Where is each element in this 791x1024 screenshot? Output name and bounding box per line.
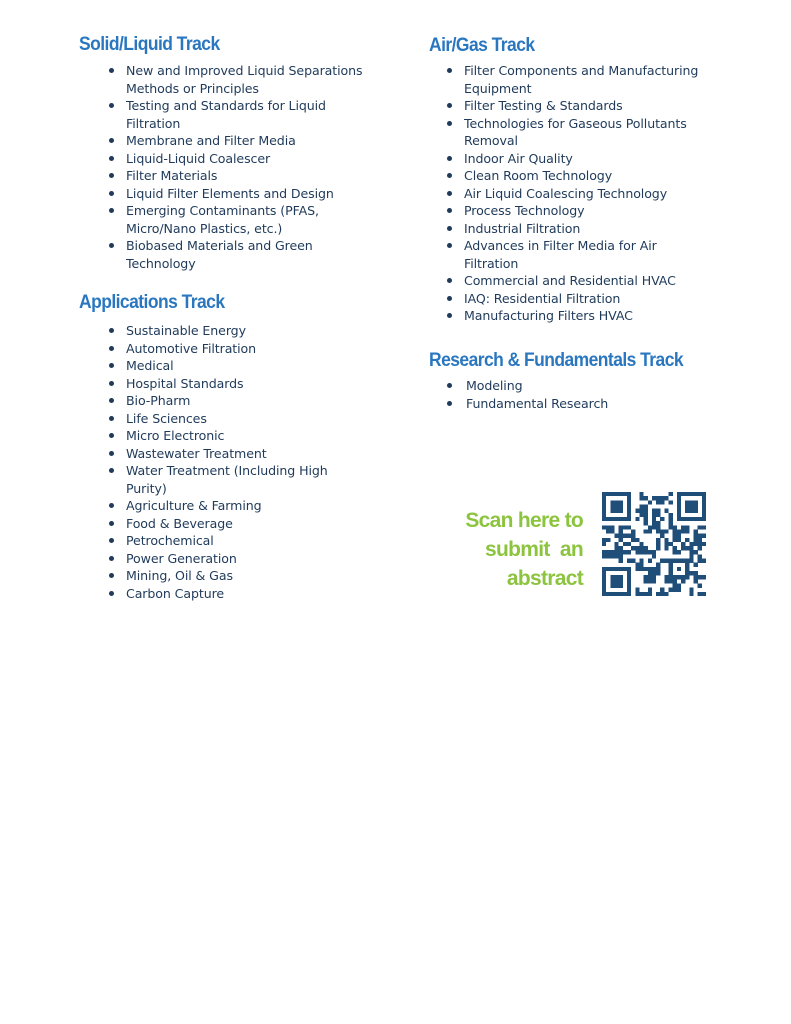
list-item: Automotive Filtration: [126, 340, 366, 358]
list-item: Filter Materials: [126, 167, 366, 185]
list-item: New and Improved Liquid Separations Methods or Principles: [126, 62, 366, 97]
list-item: Carbon Capture: [126, 585, 366, 603]
list-item: IAQ: Residential Filtration: [464, 290, 714, 308]
air-gas-track-section: [429, 35, 699, 323]
list-item: Industrial Filtration: [464, 220, 714, 238]
applications-track-section: [79, 292, 328, 601]
list-item: Modeling: [466, 377, 716, 395]
list-item: Technologies for Gaseous Pollutants Removal: [464, 115, 714, 150]
list-item: Clean Room Technology: [464, 167, 714, 185]
list-item: Air Liquid Coalescing Technology: [464, 185, 714, 203]
list-item: Manufacturing Filters HVAC: [464, 307, 714, 325]
applications-track-title: Applications Track: [79, 292, 225, 313]
air-gas-track-list: [464, 62, 714, 325]
solid-liquid-track-list: [126, 62, 366, 272]
list-item: Filter Testing & Standards: [464, 97, 714, 115]
cta-line: Scan here to: [465, 509, 583, 532]
list-item: Emerging Contaminants (PFAS, Micro/Nano Plastics, etc.): [126, 202, 366, 237]
list-item: Petrochemical: [126, 532, 366, 550]
cta-line: submit an: [484, 538, 583, 561]
list-item: Hospital Standards: [126, 375, 366, 393]
list-item: Filter Components and Manufacturing Equipment: [464, 62, 714, 97]
list-item: Commercial and Residential HVAC: [464, 272, 714, 290]
list-item: Medical: [126, 357, 366, 375]
list-item: Food & Beverage: [126, 515, 366, 533]
list-item: Liquid Filter Elements and Design: [126, 185, 366, 203]
scan-to-submit-text: [440, 506, 583, 593]
list-item: Power Generation: [126, 550, 366, 568]
list-item: Indoor Air Quality: [464, 150, 714, 168]
air-gas-track-title: Air/Gas Track: [429, 35, 535, 56]
list-item: Mining, Oil & Gas: [126, 567, 366, 585]
list-item: Life Sciences: [126, 410, 366, 428]
research-track-title: Research & Fundamentals Track: [429, 350, 684, 371]
list-item: Process Technology: [464, 202, 714, 220]
qr-code-icon[interactable]: [602, 492, 706, 596]
list-item: Membrane and Filter Media: [126, 132, 366, 150]
research-track-list: [466, 377, 716, 412]
list-item: Fundamental Research: [466, 395, 716, 413]
solid-liquid-track-section: [79, 34, 363, 271]
research-track-section: [429, 350, 705, 411]
list-item: Bio-Pharm: [126, 392, 366, 410]
list-item: Sustainable Energy: [126, 322, 366, 340]
list-item: Biobased Materials and Green Technology: [126, 237, 366, 272]
list-item: Advances in Filter Media for Air Filtration: [464, 237, 714, 272]
list-item: Liquid-Liquid Coalescer: [126, 150, 366, 168]
list-item: Water Treatment (Including High Purity): [126, 462, 366, 497]
solid-liquid-track-title: Solid/Liquid Track: [79, 34, 220, 55]
list-item: Micro Electronic: [126, 427, 366, 445]
list-item: Agriculture & Farming: [126, 497, 366, 515]
cta-line: abstract: [506, 567, 583, 590]
list-item: Wastewater Treatment: [126, 445, 366, 463]
list-item: Testing and Standards for Liquid Filtration: [126, 97, 366, 132]
applications-track-list: [126, 322, 366, 602]
